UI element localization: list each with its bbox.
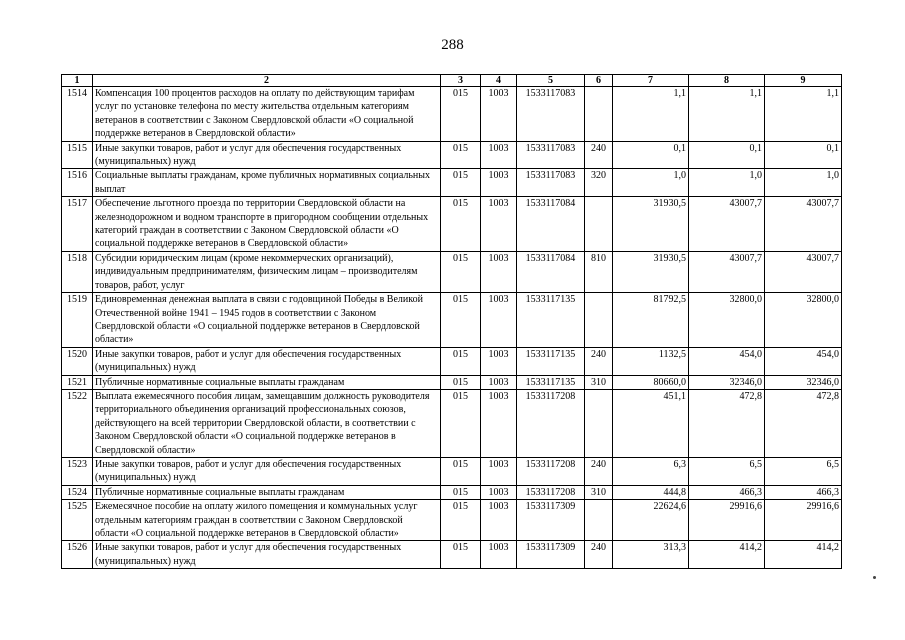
code-target: 1533117083 [517, 141, 585, 169]
value-col-7: 80660,0 [613, 375, 689, 389]
col-header-6: 6 [585, 75, 613, 87]
code-expense-type [585, 293, 613, 348]
code-admin: 015 [441, 87, 481, 142]
header-row [62, 75, 842, 87]
scan-dot [873, 576, 876, 579]
table-row [62, 389, 842, 457]
col-header-3: 3 [441, 75, 481, 87]
code-target: 1533117083 [517, 169, 585, 197]
code-expense-type [585, 87, 613, 142]
col-header-9: 9 [765, 75, 842, 87]
row-number: 1515 [62, 141, 93, 169]
code-expense-type: 240 [585, 457, 613, 485]
code-admin: 015 [441, 251, 481, 292]
code-section: 1003 [481, 197, 517, 252]
row-description: Ежемесячное пособие на оплату жилого помещения и коммунальных услуг отдельным категориям граждан в соответствии с Законом Свердловской области «О социальной поддержке ветеранов в Свердловской области» [93, 500, 441, 541]
value-col-7: 6,3 [613, 457, 689, 485]
row-number: 1525 [62, 500, 93, 541]
value-col-8: 32800,0 [689, 293, 765, 348]
row-description: Иные закупки товаров, работ и услуг для обеспечения государственных (муниципальных) нужд [93, 347, 441, 375]
code-section: 1003 [481, 389, 517, 457]
value-col-8: 454,0 [689, 347, 765, 375]
row-description: Публичные нормативные социальные выплаты гражданам [93, 375, 441, 389]
value-col-8: 1,0 [689, 169, 765, 197]
code-target: 1533117208 [517, 485, 585, 499]
code-admin: 015 [441, 347, 481, 375]
value-col-8: 32346,0 [689, 375, 765, 389]
col-header-8: 8 [689, 75, 765, 87]
code-admin: 015 [441, 197, 481, 252]
row-number: 1519 [62, 293, 93, 348]
table-row [62, 485, 842, 499]
budget-table [61, 74, 842, 569]
value-col-9: 43007,7 [765, 251, 842, 292]
row-number: 1520 [62, 347, 93, 375]
code-expense-type: 310 [585, 375, 613, 389]
value-col-7: 0,1 [613, 141, 689, 169]
col-header-4: 4 [481, 75, 517, 87]
row-number: 1518 [62, 251, 93, 292]
row-description: Субсидии юридическим лицам (кроме некоммерческих организаций), индивидуальным предпринимателям, физическим лицам – производителям товаров, работ, услуг [93, 251, 441, 292]
table-row [62, 457, 842, 485]
code-target: 1533117309 [517, 500, 585, 541]
code-expense-type: 810 [585, 251, 613, 292]
value-col-9: 0,1 [765, 141, 842, 169]
value-col-8: 0,1 [689, 141, 765, 169]
value-col-8: 29916,6 [689, 500, 765, 541]
value-col-8: 43007,7 [689, 251, 765, 292]
code-section: 1003 [481, 87, 517, 142]
row-number: 1514 [62, 87, 93, 142]
row-number: 1516 [62, 169, 93, 197]
col-header-7: 7 [613, 75, 689, 87]
code-section: 1003 [481, 169, 517, 197]
code-section: 1003 [481, 375, 517, 389]
code-expense-type: 240 [585, 541, 613, 569]
value-col-9: 6,5 [765, 457, 842, 485]
col-header-2: 2 [93, 75, 441, 87]
table-row [62, 197, 842, 252]
page-number: 288 [441, 37, 464, 53]
code-expense-type: 310 [585, 485, 613, 499]
code-expense-type: 240 [585, 347, 613, 375]
code-target: 1533117208 [517, 389, 585, 457]
value-col-8: 414,2 [689, 541, 765, 569]
col-header-1: 1 [62, 75, 93, 87]
value-col-7: 81792,5 [613, 293, 689, 348]
value-col-7: 1,0 [613, 169, 689, 197]
row-description: Выплата ежемесячного пособия лицам, замещавшим должность руководителя территориального объединения организаций профессиональных союзов, действующего на всей территории Свердловской области, в соответствии с Законом Свердловской области «О социальной поддержке ветеранов в Свердловской области» [93, 389, 441, 457]
row-description: Иные закупки товаров, работ и услуг для обеспечения государственных (муниципальных) нужд [93, 457, 441, 485]
value-col-9: 466,3 [765, 485, 842, 499]
code-admin: 015 [441, 169, 481, 197]
code-target: 1533117084 [517, 197, 585, 252]
value-col-9: 43007,7 [765, 197, 842, 252]
value-col-9: 414,2 [765, 541, 842, 569]
code-section: 1003 [481, 541, 517, 569]
code-section: 1003 [481, 293, 517, 348]
value-col-7: 1,1 [613, 87, 689, 142]
value-col-9: 1,1 [765, 87, 842, 142]
value-col-8: 472,8 [689, 389, 765, 457]
code-admin: 015 [441, 541, 481, 569]
value-col-9: 1,0 [765, 169, 842, 197]
table-row [62, 347, 842, 375]
row-description: Публичные нормативные социальные выплаты гражданам [93, 485, 441, 499]
code-admin: 015 [441, 500, 481, 541]
row-number: 1523 [62, 457, 93, 485]
code-target: 1533117135 [517, 347, 585, 375]
value-col-8: 43007,7 [689, 197, 765, 252]
row-description: Иные закупки товаров, работ и услуг для обеспечения государственных (муниципальных) нужд [93, 141, 441, 169]
row-number: 1526 [62, 541, 93, 569]
value-col-7: 31930,5 [613, 251, 689, 292]
value-col-9: 32346,0 [765, 375, 842, 389]
row-number: 1517 [62, 197, 93, 252]
value-col-7: 1132,5 [613, 347, 689, 375]
value-col-7: 313,3 [613, 541, 689, 569]
row-number: 1522 [62, 389, 93, 457]
table-row [62, 541, 842, 569]
table-row [62, 141, 842, 169]
code-target: 1533117083 [517, 87, 585, 142]
code-admin: 015 [441, 389, 481, 457]
code-admin: 015 [441, 375, 481, 389]
code-section: 1003 [481, 457, 517, 485]
table-row [62, 251, 842, 292]
code-target: 1533117309 [517, 541, 585, 569]
table-row [62, 375, 842, 389]
code-admin: 015 [441, 457, 481, 485]
table-row [62, 293, 842, 348]
col-header-5: 5 [517, 75, 585, 87]
code-target: 1533117208 [517, 457, 585, 485]
value-col-8: 466,3 [689, 485, 765, 499]
code-section: 1003 [481, 347, 517, 375]
value-col-7: 31930,5 [613, 197, 689, 252]
code-admin: 015 [441, 485, 481, 499]
value-col-9: 472,8 [765, 389, 842, 457]
table-row [62, 87, 842, 142]
row-description: Единовременная денежная выплата в связи с годовщиной Победы в Великой Отечественной войне 1941 – 1945 годов в соответствии с Законом Свердловской области «О социальной поддержке ветеранов в Свердловской области» [93, 293, 441, 348]
row-number: 1524 [62, 485, 93, 499]
value-col-9: 32800,0 [765, 293, 842, 348]
code-expense-type [585, 197, 613, 252]
value-col-7: 22624,6 [613, 500, 689, 541]
value-col-8: 6,5 [689, 457, 765, 485]
row-description: Компенсация 100 процентов расходов на оплату по действующим тарифам услуг по установке телефона по месту жительства отдельным категориям ветеранов в соответствии с Законом Свердловской области «О социальной поддержке ветеранов в Свердловской области» [93, 87, 441, 142]
value-col-9: 454,0 [765, 347, 842, 375]
code-expense-type: 240 [585, 141, 613, 169]
code-section: 1003 [481, 485, 517, 499]
code-target: 1533117084 [517, 251, 585, 292]
code-expense-type [585, 389, 613, 457]
code-expense-type: 320 [585, 169, 613, 197]
value-col-9: 29916,6 [765, 500, 842, 541]
code-section: 1003 [481, 141, 517, 169]
row-description: Иные закупки товаров, работ и услуг для обеспечения государственных (муниципальных) нужд [93, 541, 441, 569]
table-row [62, 169, 842, 197]
code-expense-type [585, 500, 613, 541]
value-col-7: 451,1 [613, 389, 689, 457]
table-row [62, 500, 842, 541]
code-admin: 015 [441, 293, 481, 348]
value-col-7: 444,8 [613, 485, 689, 499]
row-description: Обеспечение льготного проезда по территории Свердловской области на железнодорожном и водном транспорте в пригородном сообщении отдельных категорий граждан в соответствии с Законом Свердловской области «О социальной поддержке ветеранов в Свердловской области» [93, 197, 441, 252]
code-admin: 015 [441, 141, 481, 169]
value-col-8: 1,1 [689, 87, 765, 142]
code-section: 1003 [481, 251, 517, 292]
code-section: 1003 [481, 500, 517, 541]
code-target: 1533117135 [517, 375, 585, 389]
row-description: Социальные выплаты гражданам, кроме публичных нормативных социальных выплат [93, 169, 441, 197]
row-number: 1521 [62, 375, 93, 389]
table-body [62, 87, 842, 569]
code-target: 1533117135 [517, 293, 585, 348]
